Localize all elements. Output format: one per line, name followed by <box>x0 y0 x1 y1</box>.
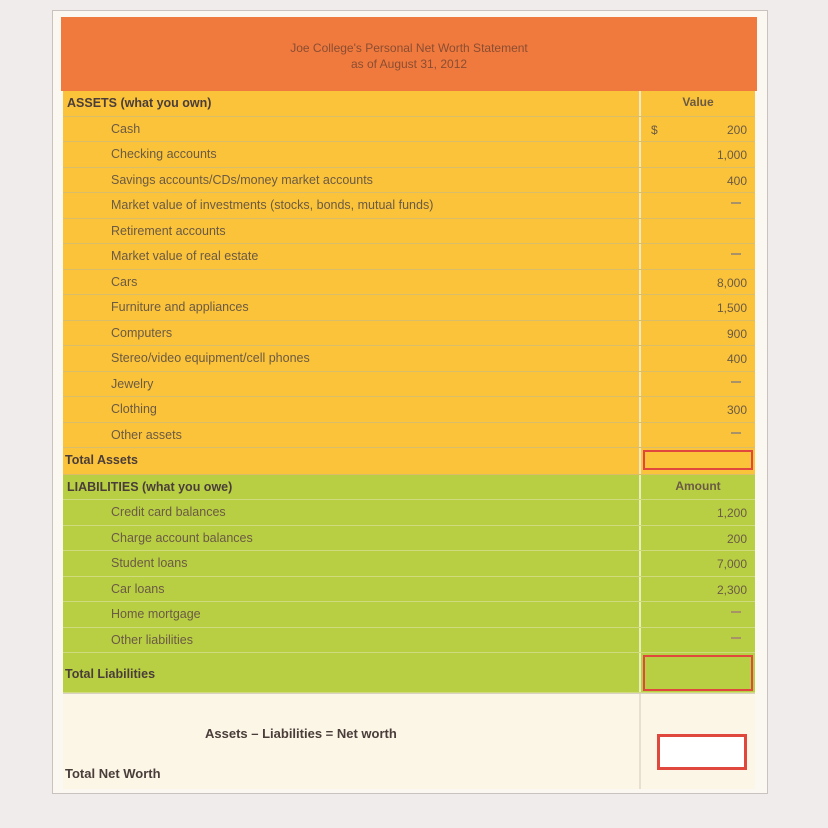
amount-column-header: Amount <box>675 478 721 493</box>
asset-item-value-cell <box>639 117 755 142</box>
total-liabilities-label: Total Liabilities <box>65 667 156 681</box>
asset-item-value: 8,000 <box>716 275 747 290</box>
liability-item-value-cell <box>639 577 755 602</box>
asset-item-value-cell <box>639 270 755 295</box>
liability-item-value: 1,200 <box>716 506 747 520</box>
assets-heading: ASSETS (what you own) <box>67 96 212 110</box>
liability-item-label: Home mortgage <box>111 607 201 621</box>
asset-item-row <box>63 219 755 245</box>
asset-item-row <box>63 244 755 270</box>
asset-item-label: Market value of real estate <box>111 249 259 263</box>
asset-item-value-cell <box>639 321 755 346</box>
asset-item-row <box>63 117 755 143</box>
asset-item-label: Savings accounts/CDs/money market accounts <box>111 172 373 187</box>
net-worth-statement <box>52 10 768 794</box>
asset-item-row <box>63 270 755 296</box>
asset-item-row <box>63 168 755 194</box>
asset-item-value: 1,000 <box>716 148 747 162</box>
empty-value-dash <box>731 253 741 255</box>
asset-item-value: 1,500 <box>716 301 747 315</box>
asset-item-label: Furniture and appliances <box>111 300 249 314</box>
total-net-worth-input-box[interactable] <box>657 734 747 770</box>
empty-value-dash <box>731 202 741 204</box>
asset-item-row <box>63 372 755 398</box>
liability-item-value: 2,300 <box>716 582 747 597</box>
assets-heading-row <box>63 91 755 117</box>
asset-item-row <box>63 397 755 423</box>
liability-item-row <box>63 602 755 628</box>
asset-item-value-cell <box>639 397 755 422</box>
liability-item-value: 7,000 <box>716 557 747 571</box>
asset-item-label: Cars <box>111 274 138 289</box>
liability-item-label: Car loans <box>111 581 165 596</box>
total-assets-label: Total Assets <box>65 452 138 467</box>
asset-item-value-cell <box>639 193 755 218</box>
asset-item-value: 400 <box>726 173 747 188</box>
asset-item-value-cell <box>639 244 755 269</box>
asset-item-label: Cash <box>111 121 141 136</box>
asset-item-label: Computers <box>111 325 173 340</box>
total-liabilities-row <box>63 653 755 693</box>
liability-item-row <box>63 526 755 552</box>
asset-item-label: Checking accounts <box>111 147 217 161</box>
total-net-worth-label: Total Net Worth <box>65 766 161 781</box>
asset-item-row <box>63 142 755 168</box>
asset-item-row <box>63 193 755 219</box>
liability-item-value-cell <box>639 628 755 653</box>
liabilities-heading: LIABILITIES (what you owe) <box>67 479 233 494</box>
liability-item-label: Credit card balances <box>111 505 226 519</box>
asset-item-value-cell <box>639 423 755 448</box>
currency-symbol: $ <box>651 122 658 137</box>
empty-value-dash <box>731 611 741 613</box>
liability-item-value-cell <box>639 526 755 551</box>
asset-item-label: Market value of investments (stocks, bonds, mutual funds) <box>111 198 434 212</box>
value-column-header: Value <box>682 95 714 109</box>
asset-item-label: Clothing <box>111 402 157 416</box>
liability-item-row <box>63 500 755 526</box>
asset-item-row <box>63 423 755 449</box>
asset-item-value: 300 <box>726 403 747 417</box>
asset-item-label: Jewelry <box>111 376 154 391</box>
statement-date: as of August 31, 2012 <box>350 57 468 71</box>
statement-title: Joe College's Personal Net Worth Statement <box>290 41 528 55</box>
liability-item-label: Charge account balances <box>111 530 253 545</box>
asset-item-value-cell <box>639 142 755 167</box>
empty-value-dash <box>731 381 741 383</box>
liability-item-value: 200 <box>726 531 747 546</box>
asset-item-row <box>63 346 755 372</box>
liability-item-value-cell <box>639 602 755 627</box>
empty-value-dash <box>731 432 741 434</box>
total-assets-row <box>63 448 755 475</box>
asset-item-value-cell <box>639 295 755 320</box>
asset-item-label: Retirement accounts <box>111 223 226 238</box>
asset-item-row <box>63 321 755 347</box>
asset-item-value-cell <box>639 168 755 193</box>
liability-item-row <box>63 551 755 577</box>
liability-item-label: Other liabilities <box>111 632 193 647</box>
empty-value-dash <box>731 637 741 639</box>
total-liabilities-input-box[interactable] <box>643 655 753 691</box>
asset-item-label: Stereo/video equipment/cell phones <box>111 351 310 365</box>
asset-item-row <box>63 295 755 321</box>
asset-item-value: 400 <box>726 352 747 366</box>
net-worth-formula: Assets – Liabilities = Net worth <box>205 726 397 741</box>
total-assets-input-box[interactable] <box>643 450 753 470</box>
liability-item-row <box>63 577 755 603</box>
asset-item-value-cell <box>639 346 755 371</box>
asset-item-label: Other assets <box>111 427 182 442</box>
asset-item-value-cell <box>639 219 755 244</box>
asset-item-value: 200 <box>726 122 747 137</box>
liability-item-row <box>63 628 755 654</box>
statement-header <box>61 17 757 91</box>
liability-item-value-cell <box>639 551 755 576</box>
asset-item-value-cell <box>639 372 755 397</box>
liability-item-value-cell <box>639 500 755 525</box>
liability-item-label: Student loans <box>111 556 188 570</box>
net-worth-section <box>63 693 755 789</box>
liabilities-heading-row <box>63 475 755 501</box>
asset-item-value: 900 <box>726 326 747 341</box>
